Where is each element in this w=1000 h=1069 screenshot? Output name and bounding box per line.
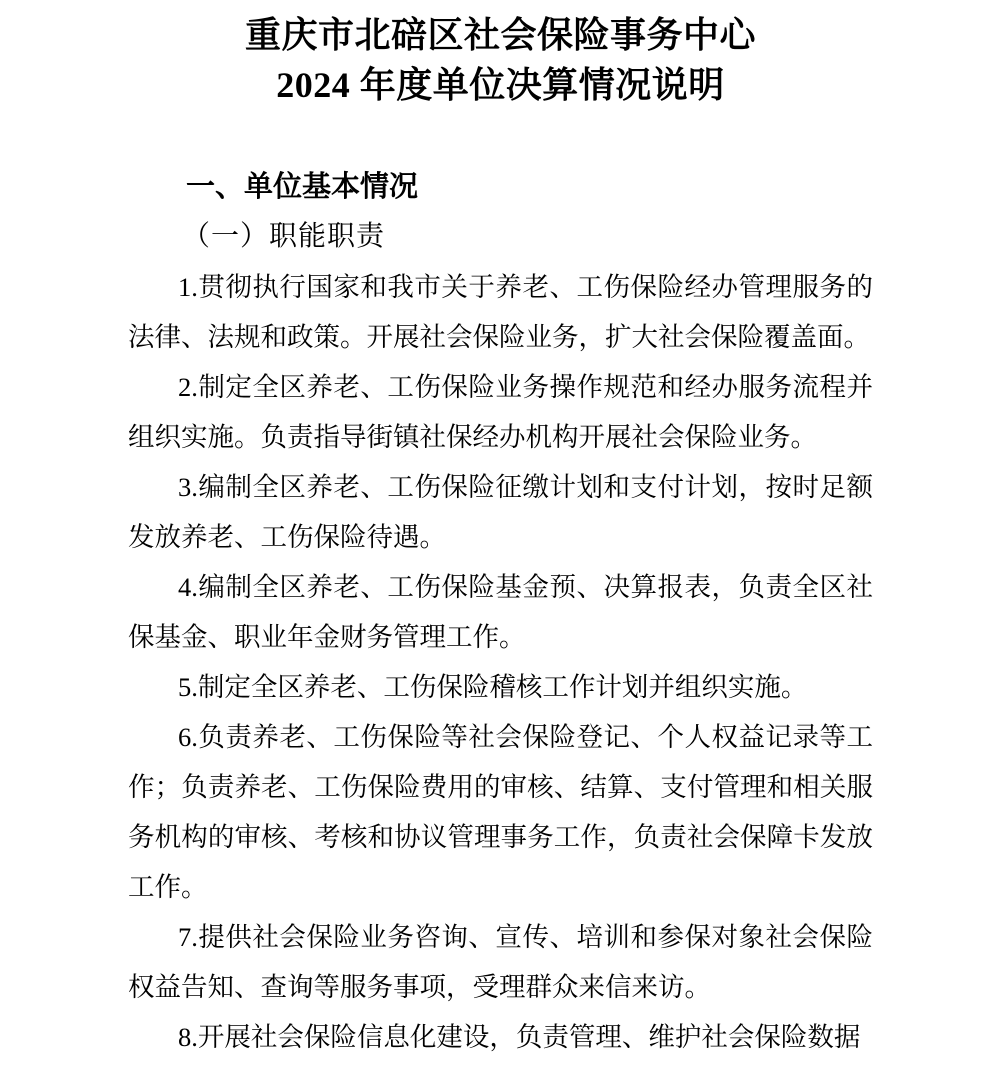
document-title-line1: 重庆市北碚区社会保险事务中心	[244, 15, 756, 55]
subsection-heading-duties: （一）职能职责	[182, 221, 386, 252]
duty-paragraph-7: 7.提供社会保险业务咨询、宣传、培训和参保对象社会保险权益告知、查询等服务事项，受理群众来信来访。	[128, 922, 873, 1002]
duty-paragraph-5: 5.制定全区养老、工伤保险稽核工作计划并组织实施。	[178, 672, 808, 702]
document-title	[128, 10, 873, 110]
document-title-line2: 2024 年度单位决算情况说明	[276, 65, 725, 105]
duty-paragraph-4: 4.编制全区养老、工伤保险基金预、决算报表，负责全区社保基金、职业年金财务管理工作。	[128, 572, 873, 652]
section-heading-unit-basic-info: 一、单位基本情况	[186, 171, 419, 203]
duty-paragraph-3: 3.编制全区养老、工伤保险征缴计划和支付计划，按时足额发放养老、工伤保险待遇。	[128, 472, 873, 552]
duty-paragraph-1: 1.贯彻执行国家和我市关于养老、工伤保险经办管理服务的法律、法规和政策。开展社会保险业务，扩大社会保险覆盖面。	[128, 272, 873, 352]
duty-paragraph-8: 8.开展社会保险信息化建设，负责管理、维护社会保险数据	[178, 1022, 861, 1052]
duty-paragraph-6: 6.负责养老、工伤保险等社会保险登记、个人权益记录等工作；负责养老、工伤保险费用的审核、结算、支付管理和相关服务机构的审核、考核和协议管理事务工作，负责社会保障卡发放工作。	[128, 722, 873, 902]
duty-paragraph-2: 2.制定全区养老、工伤保险业务操作规范和经办服务流程并组织实施。负责指导街镇社保经办机构开展社会保险业务。	[128, 372, 873, 452]
